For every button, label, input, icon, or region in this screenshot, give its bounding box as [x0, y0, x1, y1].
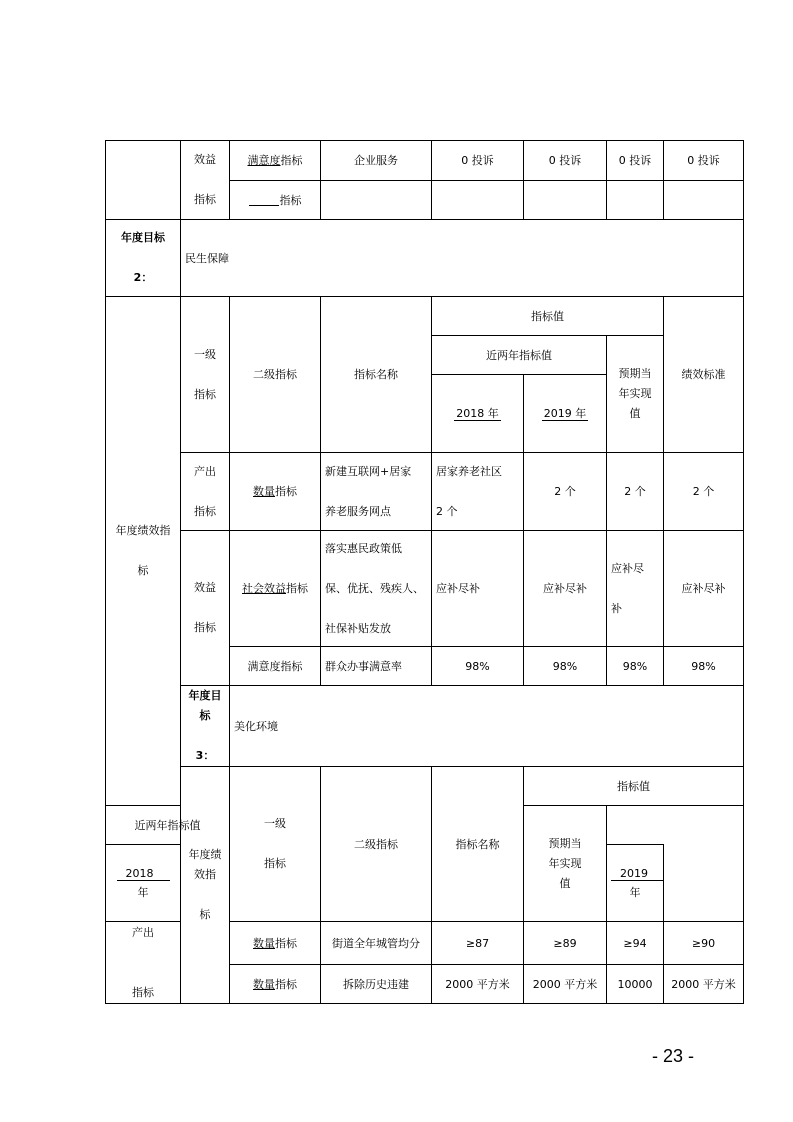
recent-two-years-header: 近两年指标值	[106, 806, 230, 845]
value-standard-cell: 2000 平方米	[664, 965, 744, 1004]
year-2018-header: 2018 年	[432, 375, 524, 453]
value-expected-cell: 0 投诉	[607, 141, 664, 181]
enterprise-service-cell: 企业服务	[321, 141, 432, 181]
indicator-name-cell: 街道全年城管均分	[321, 922, 432, 965]
value-2018-cell: 98%	[432, 647, 524, 686]
empty-cell	[432, 181, 524, 220]
annual-goal-2-label: 年度目标 2：	[106, 220, 181, 297]
indicator-name-cell: 落实惠民政策低 保、优抚、残疾人、 社保补贴发放	[321, 531, 432, 647]
value-2019-cell: 98%	[524, 647, 607, 686]
year-2019-header: 2019 年	[524, 375, 607, 453]
annual-goal-2-content: 民生保障	[181, 220, 744, 297]
satisfaction-indicator-cell: 满意度指标	[230, 141, 321, 181]
benefit-indicator-label: 效益 指标	[181, 531, 230, 686]
social-benefit-indicator-cell: 社会效益指标	[230, 531, 321, 647]
value-standard-cell: ≥90	[664, 922, 744, 965]
indicator-name-cell: 群众办事满意率	[321, 647, 432, 686]
blank-indicator-cell: 指标	[230, 181, 321, 220]
empty-cell	[321, 181, 432, 220]
page-number: - 23 -	[652, 1046, 695, 1066]
performance-table	[105, 140, 744, 1004]
value-2018-cell: ≥87	[432, 922, 524, 965]
level2-indicator-header: 二级指标	[321, 767, 432, 922]
value-2019-cell: 应补尽补	[524, 531, 607, 647]
annual-performance-indicator-label: 年度绩效指 标	[106, 297, 181, 806]
value-2018-cell: 应补尽补	[432, 531, 524, 647]
value-2018-cell: 0 投诉	[432, 141, 524, 181]
annual-goal-3-content: 美化环境	[230, 686, 744, 767]
value-expected-cell: 10000	[607, 965, 664, 1004]
value-expected-cell: 应补尽 补	[607, 531, 664, 647]
empty-cell	[524, 181, 607, 220]
value-2019-cell: 2000 平方米	[524, 965, 607, 1004]
indicator-value-header: 指标值	[432, 297, 664, 336]
recent-two-years-header: 近两年指标值	[432, 336, 607, 375]
value-2018-cell: 2000 平方米	[432, 965, 524, 1004]
value-standard-cell: 0 投诉	[664, 141, 744, 181]
annual-performance-indicator-label: 年度绩效指 标	[181, 767, 230, 1004]
satisfaction-indicator-cell: 满意度指标	[230, 647, 321, 686]
value-2019-cell: ≥89	[524, 922, 607, 965]
benefit-indicator-label: 效益 指标	[181, 141, 230, 220]
empty-cell	[607, 181, 664, 220]
value-standard-cell: 应补尽补	[664, 531, 744, 647]
level2-indicator-header: 二级指标	[230, 297, 321, 453]
value-standard-cell: 98%	[664, 647, 744, 686]
value-expected-cell: 98%	[607, 647, 664, 686]
value-2019-cell: 2 个	[524, 453, 607, 531]
indicator-name-cell: 新建互联网+居家 养老服务网点	[321, 453, 432, 531]
quantity-indicator-cell: 数量指标	[230, 922, 321, 965]
level1-indicator-header: 一级 指标	[181, 297, 230, 453]
value-expected-cell: ≥94	[607, 922, 664, 965]
year-2018-header: 2018 年	[106, 845, 181, 922]
quantity-indicator-cell: 数量指标	[230, 965, 321, 1004]
blank-cell	[106, 141, 181, 220]
value-2019-cell: 0 投诉	[524, 141, 607, 181]
indicator-name-header: 指标名称	[432, 767, 524, 922]
output-indicator-label: 产出 指标	[106, 922, 181, 1004]
level1-indicator-header: 一级 指标	[230, 767, 321, 922]
annual-goal-3-label: 年度目标 3：	[181, 686, 230, 767]
year-2019-header: 2019 年	[607, 845, 664, 922]
value-2018-cell: 居家养老社区 2 个	[432, 453, 524, 531]
quantity-indicator-cell: 数量指标	[230, 453, 321, 531]
value-standard-cell: 2 个	[664, 453, 744, 531]
expected-value-header: 预期当 年实现 值	[524, 806, 607, 922]
indicator-name-cell: 拆除历史违建	[321, 965, 432, 1004]
performance-standard-header: 绩效标准	[664, 297, 744, 453]
indicator-name-header: 指标名称	[321, 297, 432, 453]
empty-cell	[664, 181, 744, 220]
indicator-value-header: 指标值	[524, 767, 744, 806]
output-indicator-label: 产出 指标	[181, 453, 230, 531]
expected-value-header: 预期当 年实现 值	[607, 336, 664, 453]
value-expected-cell: 2 个	[607, 453, 664, 531]
